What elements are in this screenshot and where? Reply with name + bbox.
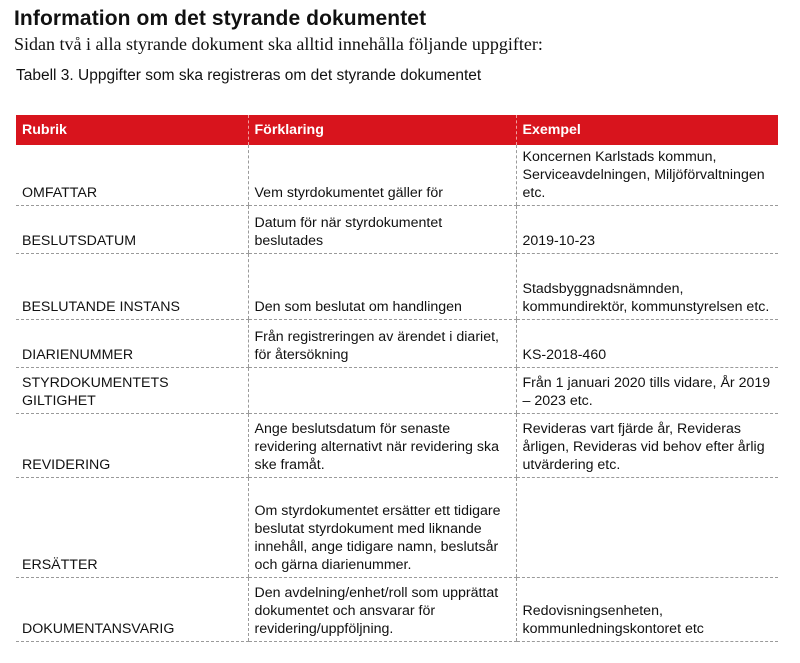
cell-exempel: Koncernen Karlstads kommun, Serviceavdelningen, Miljöförvaltningen etc. — [516, 145, 778, 205]
cell-exempel — [516, 477, 778, 577]
cell-exempel: 2019-10-23 — [516, 205, 778, 253]
cell-exempel: Revideras vart fjärde år, Revideras årligen, Revideras vid behov efter årlig utvärdering etc. — [516, 413, 778, 477]
cell-exempel: Stadsbyggnadsnämnden, kommundirektör, kommunstyrelsen etc. — [516, 253, 778, 319]
table-row — [16, 205, 778, 253]
cell-forklaring: Från registreringen av ärendet i diariet, för återsökning — [248, 319, 516, 367]
table-row — [16, 577, 778, 641]
page-title: Information om det styrande dokumentet — [14, 7, 427, 30]
table-caption: Tabell 3. Uppgifter som ska registreras om det styrande dokumentet — [16, 67, 482, 84]
cell-exempel: Från 1 januari 2020 tills vidare, År 2019 – 2023 etc. — [516, 367, 778, 413]
cell-forklaring: Om styrdokumentet ersätter ett tidigare beslutat styrdokument med liknande innehåll, ange tidigare namn, beslutsår och gärna diarienummer. — [248, 477, 516, 577]
cell-forklaring: Den som beslutat om handlingen — [248, 253, 516, 319]
table-row — [16, 477, 778, 577]
document-page — [14, 6, 786, 86]
column-header-exempel: Exempel — [516, 115, 778, 145]
cell-rubrik: BESLUTSDATUM — [16, 205, 248, 253]
cell-forklaring — [248, 367, 516, 413]
cell-rubrik: REVIDERING — [16, 413, 248, 477]
table-header-row — [16, 115, 778, 145]
cell-forklaring: Den avdelning/enhet/roll som upprättat dokumentet och ansvarar för revidering/uppföljning. — [248, 577, 516, 641]
cell-rubrik: DOKUMENTANSVARIG — [16, 577, 248, 641]
registration-table — [16, 115, 778, 642]
table-row — [16, 145, 778, 205]
column-header-forklaring: Förklaring — [248, 115, 516, 145]
page-subtitle: Sidan två i alla styrande dokument ska alltid innehålla följande uppgifter: — [14, 34, 543, 54]
column-header-rubrik: Rubrik — [16, 115, 248, 145]
cell-rubrik: STYRDOKUMENTETS GILTIGHET — [16, 367, 248, 413]
table-row — [16, 319, 778, 367]
cell-rubrik: ERSÄTTER — [16, 477, 248, 577]
cell-exempel: KS-2018-460 — [516, 319, 778, 367]
cell-rubrik: OMFATTAR — [16, 145, 248, 205]
cell-rubrik: BESLUTANDE INSTANS — [16, 253, 248, 319]
table-header — [16, 115, 778, 145]
cell-forklaring: Vem styrdokumentet gäller för — [248, 145, 516, 205]
table-body — [16, 145, 778, 641]
table-row — [16, 367, 778, 413]
cell-forklaring: Ange beslutsdatum för senaste revidering alternativt när revidering ska ske framåt. — [248, 413, 516, 477]
cell-rubrik: DIARIENUMMER — [16, 319, 248, 367]
cell-exempel: Redovisningsenheten, kommunledningskontoret etc — [516, 577, 778, 641]
table-row — [16, 253, 778, 319]
cell-forklaring: Datum för när styrdokumentet beslutades — [248, 205, 516, 253]
table-row — [16, 413, 778, 477]
